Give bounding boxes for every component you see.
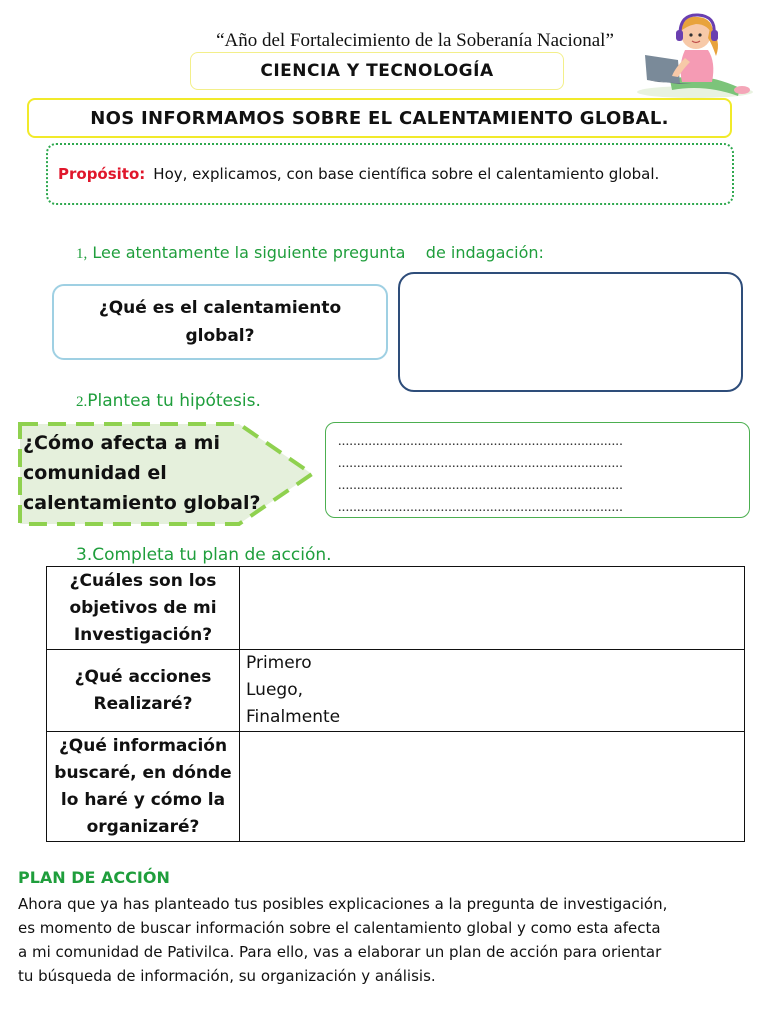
- dotted-line: ...........................................................................: [338, 434, 623, 449]
- purpose-text: Hoy, explicamos, con base científica sobre el calentamiento global.: [153, 165, 660, 183]
- dotted-line: ...........................................................................: [338, 478, 623, 493]
- hypothesis-answer-box[interactable]: [325, 422, 750, 518]
- answer-line-first: Primero: [246, 653, 312, 673]
- step-1-number: 1,: [76, 246, 88, 262]
- hypothesis-question: [23, 428, 293, 518]
- dotted-line: ...........................................................................: [338, 456, 623, 471]
- table-answer-cell[interactable]: [240, 650, 745, 732]
- cell-line: lo haré y cómo la: [60, 789, 226, 810]
- action-plan-table: [46, 566, 745, 842]
- inquiry-question-line-1: ¿Qué es el calentamiento: [98, 298, 342, 318]
- cell-line: ¿Qué acciones: [74, 666, 212, 687]
- answer-box[interactable]: [398, 272, 743, 392]
- plan-heading: PLAN DE ACCIÓN: [18, 868, 170, 887]
- table-question-cell: [47, 650, 240, 732]
- header-motto: “Año del Fortalecimiento de la Soberanía Nacional”: [216, 30, 614, 51]
- step-2-number: 2.: [76, 394, 88, 410]
- answer-line-then: Luego,: [246, 680, 304, 700]
- step-1-instruction: [76, 243, 544, 263]
- inquiry-question-line-2: global?: [185, 326, 255, 346]
- hypothesis-question-line-2: comunidad el: [23, 462, 167, 484]
- cell-line: objetivos de mi: [69, 597, 217, 618]
- purpose-label: Propósito:: [58, 165, 146, 183]
- step-2-text: Plantea tu hipótesis.: [87, 391, 261, 411]
- table-answer-cell[interactable]: [240, 567, 745, 650]
- table-row: [47, 650, 745, 732]
- plan-line: a mi comunidad de Pativilca. Para ello, vas a elaborar un plan de acción para orientar: [18, 943, 662, 961]
- hypothesis-question-line-3: calentamiento global?: [23, 492, 261, 514]
- cell-line: ¿Cuáles son los: [69, 570, 217, 591]
- purpose-box: [46, 143, 734, 205]
- inquiry-question-box: [52, 284, 388, 360]
- girl-with-laptop-icon: [630, 10, 760, 100]
- answer-line-finally: Finalmente: [246, 707, 341, 727]
- table-row: [47, 732, 745, 842]
- table-question-cell: [47, 567, 240, 650]
- table-row: [47, 567, 745, 650]
- table-answer-cell[interactable]: [240, 732, 745, 842]
- cell-line: Investigación?: [73, 624, 213, 645]
- step-2-instruction: [76, 391, 261, 411]
- plan-line: Ahora que ya has planteado tus posibles explicaciones a la pregunta de investigación,: [18, 895, 668, 913]
- page-title: NOS INFORMAMOS SOBRE EL CALENTAMIENTO GLOBAL.: [27, 98, 732, 138]
- dotted-line: ...........................................................................: [338, 500, 623, 515]
- plan-line: tu búsqueda de información, su organización y análisis.: [18, 967, 436, 985]
- step-3-title: 3.Completa tu plan de acción.: [76, 545, 332, 565]
- cell-line: ¿Qué información: [58, 735, 228, 756]
- plan-paragraph: [18, 892, 758, 988]
- cell-line: buscaré, en dónde: [54, 762, 232, 783]
- step-1-text: Lee atentamente la siguiente pregunta de indagación:: [87, 243, 544, 262]
- table-question-cell: [47, 732, 240, 842]
- plan-line: es momento de buscar información sobre el calentamiento global y como esta afecta: [18, 919, 661, 937]
- subject-title: CIENCIA Y TECNOLOGÍA: [190, 52, 564, 90]
- cell-line: Realizaré?: [93, 693, 193, 714]
- cell-line: organizaré?: [86, 816, 200, 837]
- hypothesis-question-line-1: ¿Cómo afecta a mi: [23, 432, 220, 454]
